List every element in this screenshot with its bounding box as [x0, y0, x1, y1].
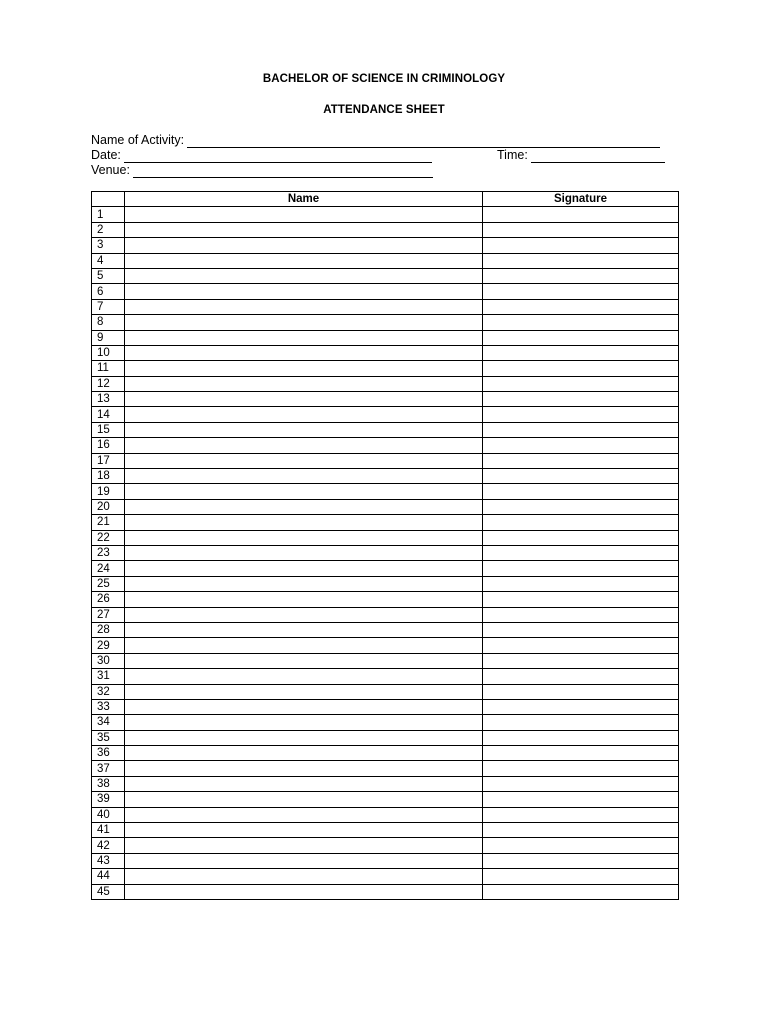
name-cell[interactable] — [125, 207, 483, 222]
row-number: 23 — [92, 545, 125, 560]
name-column-header: Name — [125, 192, 483, 207]
activity-label: Name of Activity: — [91, 133, 185, 147]
table-row — [92, 422, 679, 437]
name-cell[interactable] — [125, 469, 483, 484]
table-row — [92, 561, 679, 576]
signature-cell[interactable] — [483, 838, 679, 853]
name-cell[interactable] — [125, 561, 483, 576]
table-row — [92, 823, 679, 838]
row-number: 15 — [92, 422, 125, 437]
date-field — [91, 148, 432, 163]
table-row — [92, 838, 679, 853]
signature-cell[interactable] — [483, 699, 679, 714]
table-row — [92, 807, 679, 822]
signature-cell[interactable] — [483, 776, 679, 791]
row-number: 27 — [92, 607, 125, 622]
name-cell[interactable] — [125, 746, 483, 761]
row-number: 3 — [92, 238, 125, 253]
name-cell[interactable] — [125, 807, 483, 822]
table-row — [92, 607, 679, 622]
name-cell[interactable] — [125, 653, 483, 668]
signature-cell[interactable] — [483, 284, 679, 299]
signature-cell[interactable] — [483, 730, 679, 745]
row-number: 45 — [92, 884, 125, 899]
signature-cell[interactable] — [483, 484, 679, 499]
time-input-line[interactable] — [531, 150, 665, 163]
signature-cell[interactable] — [483, 823, 679, 838]
row-number: 40 — [92, 807, 125, 822]
row-number: 11 — [92, 361, 125, 376]
row-number: 7 — [92, 299, 125, 314]
name-cell[interactable] — [125, 853, 483, 868]
table-row — [92, 315, 679, 330]
row-number: 26 — [92, 592, 125, 607]
sheet-title: ATTENDANCE SHEET — [323, 104, 445, 116]
signature-cell[interactable] — [483, 592, 679, 607]
name-cell[interactable] — [125, 515, 483, 530]
signature-cell[interactable] — [483, 607, 679, 622]
row-number: 29 — [92, 638, 125, 653]
program-title: BACHELOR OF SCIENCE IN CRIMINOLOGY — [262, 73, 506, 85]
table-row — [92, 299, 679, 314]
table-row — [92, 622, 679, 637]
table-row — [92, 284, 679, 299]
row-number: 14 — [92, 407, 125, 422]
name-cell[interactable] — [125, 699, 483, 714]
table-row — [92, 484, 679, 499]
table-row — [92, 638, 679, 653]
signature-cell[interactable] — [483, 268, 679, 283]
row-number: 43 — [92, 853, 125, 868]
name-cell[interactable] — [125, 884, 483, 899]
signature-cell[interactable] — [483, 746, 679, 761]
row-number: 9 — [92, 330, 125, 345]
name-cell[interactable] — [125, 607, 483, 622]
signature-cell[interactable] — [483, 576, 679, 591]
row-number: 44 — [92, 869, 125, 884]
signature-cell[interactable] — [483, 345, 679, 360]
row-number: 6 — [92, 284, 125, 299]
row-number: 36 — [92, 746, 125, 761]
name-cell[interactable] — [125, 684, 483, 699]
table-row — [92, 884, 679, 899]
signature-cell[interactable] — [483, 684, 679, 699]
name-cell[interactable] — [125, 838, 483, 853]
table-row — [92, 453, 679, 468]
row-number: 20 — [92, 499, 125, 514]
signature-cell[interactable] — [483, 253, 679, 268]
signature-cell[interactable] — [483, 469, 679, 484]
row-number: 18 — [92, 469, 125, 484]
signature-cell[interactable] — [483, 315, 679, 330]
name-cell[interactable] — [125, 730, 483, 745]
table-row — [92, 407, 679, 422]
row-number: 42 — [92, 838, 125, 853]
table-row — [92, 376, 679, 391]
signature-cell[interactable] — [483, 792, 679, 807]
row-number: 1 — [92, 207, 125, 222]
name-cell[interactable] — [125, 422, 483, 437]
signature-cell[interactable] — [483, 499, 679, 514]
signature-cell[interactable] — [483, 622, 679, 637]
name-cell[interactable] — [125, 576, 483, 591]
table-row — [92, 207, 679, 222]
table-row — [92, 576, 679, 591]
venue-input-line[interactable] — [133, 165, 433, 178]
row-number: 17 — [92, 453, 125, 468]
activity-field — [91, 133, 660, 148]
name-cell[interactable] — [125, 284, 483, 299]
signature-cell[interactable] — [483, 669, 679, 684]
table-row — [92, 438, 679, 453]
name-cell[interactable] — [125, 530, 483, 545]
table-row — [92, 392, 679, 407]
table-row — [92, 469, 679, 484]
name-cell[interactable] — [125, 484, 483, 499]
attendance-table — [91, 191, 679, 900]
row-number: 13 — [92, 392, 125, 407]
signature-cell[interactable] — [483, 653, 679, 668]
table-row — [92, 253, 679, 268]
signature-cell[interactable] — [483, 222, 679, 237]
time-field — [497, 148, 665, 163]
row-number: 33 — [92, 699, 125, 714]
table-row — [92, 515, 679, 530]
name-cell[interactable] — [125, 268, 483, 283]
row-number: 37 — [92, 761, 125, 776]
date-label: Date: — [91, 148, 121, 162]
row-number: 8 — [92, 315, 125, 330]
name-cell[interactable] — [125, 545, 483, 560]
name-cell[interactable] — [125, 361, 483, 376]
table-row — [92, 853, 679, 868]
name-cell[interactable] — [125, 776, 483, 791]
name-cell[interactable] — [125, 376, 483, 391]
table-row — [92, 776, 679, 791]
date-input-line[interactable] — [124, 150, 432, 163]
signature-cell[interactable] — [483, 453, 679, 468]
row-number: 19 — [92, 484, 125, 499]
signature-cell[interactable] — [483, 299, 679, 314]
name-cell[interactable] — [125, 238, 483, 253]
venue-field — [91, 163, 433, 178]
row-number: 21 — [92, 515, 125, 530]
table-row — [92, 684, 679, 699]
row-number: 24 — [92, 561, 125, 576]
table-row — [92, 669, 679, 684]
signature-cell[interactable] — [483, 422, 679, 437]
table-row — [92, 730, 679, 745]
venue-label: Venue: — [91, 163, 130, 177]
time-label: Time: — [497, 148, 528, 162]
table-row — [92, 268, 679, 283]
name-cell[interactable] — [125, 330, 483, 345]
row-number: 4 — [92, 253, 125, 268]
table-row — [92, 699, 679, 714]
signature-cell[interactable] — [483, 853, 679, 868]
activity-input-line[interactable] — [187, 135, 660, 148]
signature-cell[interactable] — [483, 807, 679, 822]
signature-cell[interactable] — [483, 392, 679, 407]
table-row — [92, 530, 679, 545]
number-column-header — [92, 192, 125, 207]
row-number: 31 — [92, 669, 125, 684]
table-row — [92, 499, 679, 514]
row-number: 34 — [92, 715, 125, 730]
name-cell[interactable] — [125, 499, 483, 514]
signature-cell[interactable] — [483, 561, 679, 576]
row-number: 2 — [92, 222, 125, 237]
signature-cell[interactable] — [483, 638, 679, 653]
row-number: 39 — [92, 792, 125, 807]
table-row — [92, 592, 679, 607]
name-cell[interactable] — [125, 792, 483, 807]
row-number: 41 — [92, 823, 125, 838]
name-cell[interactable] — [125, 253, 483, 268]
row-number: 16 — [92, 438, 125, 453]
name-cell[interactable] — [125, 438, 483, 453]
name-cell[interactable] — [125, 345, 483, 360]
row-number: 25 — [92, 576, 125, 591]
row-number: 12 — [92, 376, 125, 391]
signature-cell[interactable] — [483, 238, 679, 253]
table-row — [92, 330, 679, 345]
row-number: 38 — [92, 776, 125, 791]
signature-cell[interactable] — [483, 545, 679, 560]
name-cell[interactable] — [125, 869, 483, 884]
signature-cell[interactable] — [483, 361, 679, 376]
table-row — [92, 653, 679, 668]
name-cell[interactable] — [125, 715, 483, 730]
table-row — [92, 869, 679, 884]
row-number: 10 — [92, 345, 125, 360]
table-row — [92, 361, 679, 376]
signature-cell[interactable] — [483, 376, 679, 391]
table-row — [92, 792, 679, 807]
name-cell[interactable] — [125, 392, 483, 407]
table-row — [92, 545, 679, 560]
signature-cell[interactable] — [483, 438, 679, 453]
row-number: 30 — [92, 653, 125, 668]
row-number: 28 — [92, 622, 125, 637]
name-cell[interactable] — [125, 622, 483, 637]
table-header-row — [92, 192, 679, 207]
name-cell[interactable] — [125, 761, 483, 776]
signature-cell[interactable] — [483, 207, 679, 222]
table-row — [92, 761, 679, 776]
row-number: 5 — [92, 268, 125, 283]
row-number: 22 — [92, 530, 125, 545]
name-cell[interactable] — [125, 823, 483, 838]
name-cell[interactable] — [125, 299, 483, 314]
name-cell[interactable] — [125, 453, 483, 468]
name-cell[interactable] — [125, 669, 483, 684]
name-cell[interactable] — [125, 222, 483, 237]
name-cell[interactable] — [125, 407, 483, 422]
signature-cell[interactable] — [483, 761, 679, 776]
attendance-rows — [92, 207, 679, 900]
table-row — [92, 238, 679, 253]
signature-cell[interactable] — [483, 715, 679, 730]
signature-cell[interactable] — [483, 869, 679, 884]
name-cell[interactable] — [125, 315, 483, 330]
name-cell[interactable] — [125, 638, 483, 653]
table-row — [92, 345, 679, 360]
signature-cell[interactable] — [483, 407, 679, 422]
table-row — [92, 715, 679, 730]
row-number: 32 — [92, 684, 125, 699]
table-row — [92, 222, 679, 237]
signature-column-header: Signature — [483, 192, 679, 207]
row-number: 35 — [92, 730, 125, 745]
table-row — [92, 746, 679, 761]
signature-cell[interactable] — [483, 515, 679, 530]
name-cell[interactable] — [125, 592, 483, 607]
signature-cell[interactable] — [483, 530, 679, 545]
signature-cell[interactable] — [483, 330, 679, 345]
signature-cell[interactable] — [483, 884, 679, 899]
